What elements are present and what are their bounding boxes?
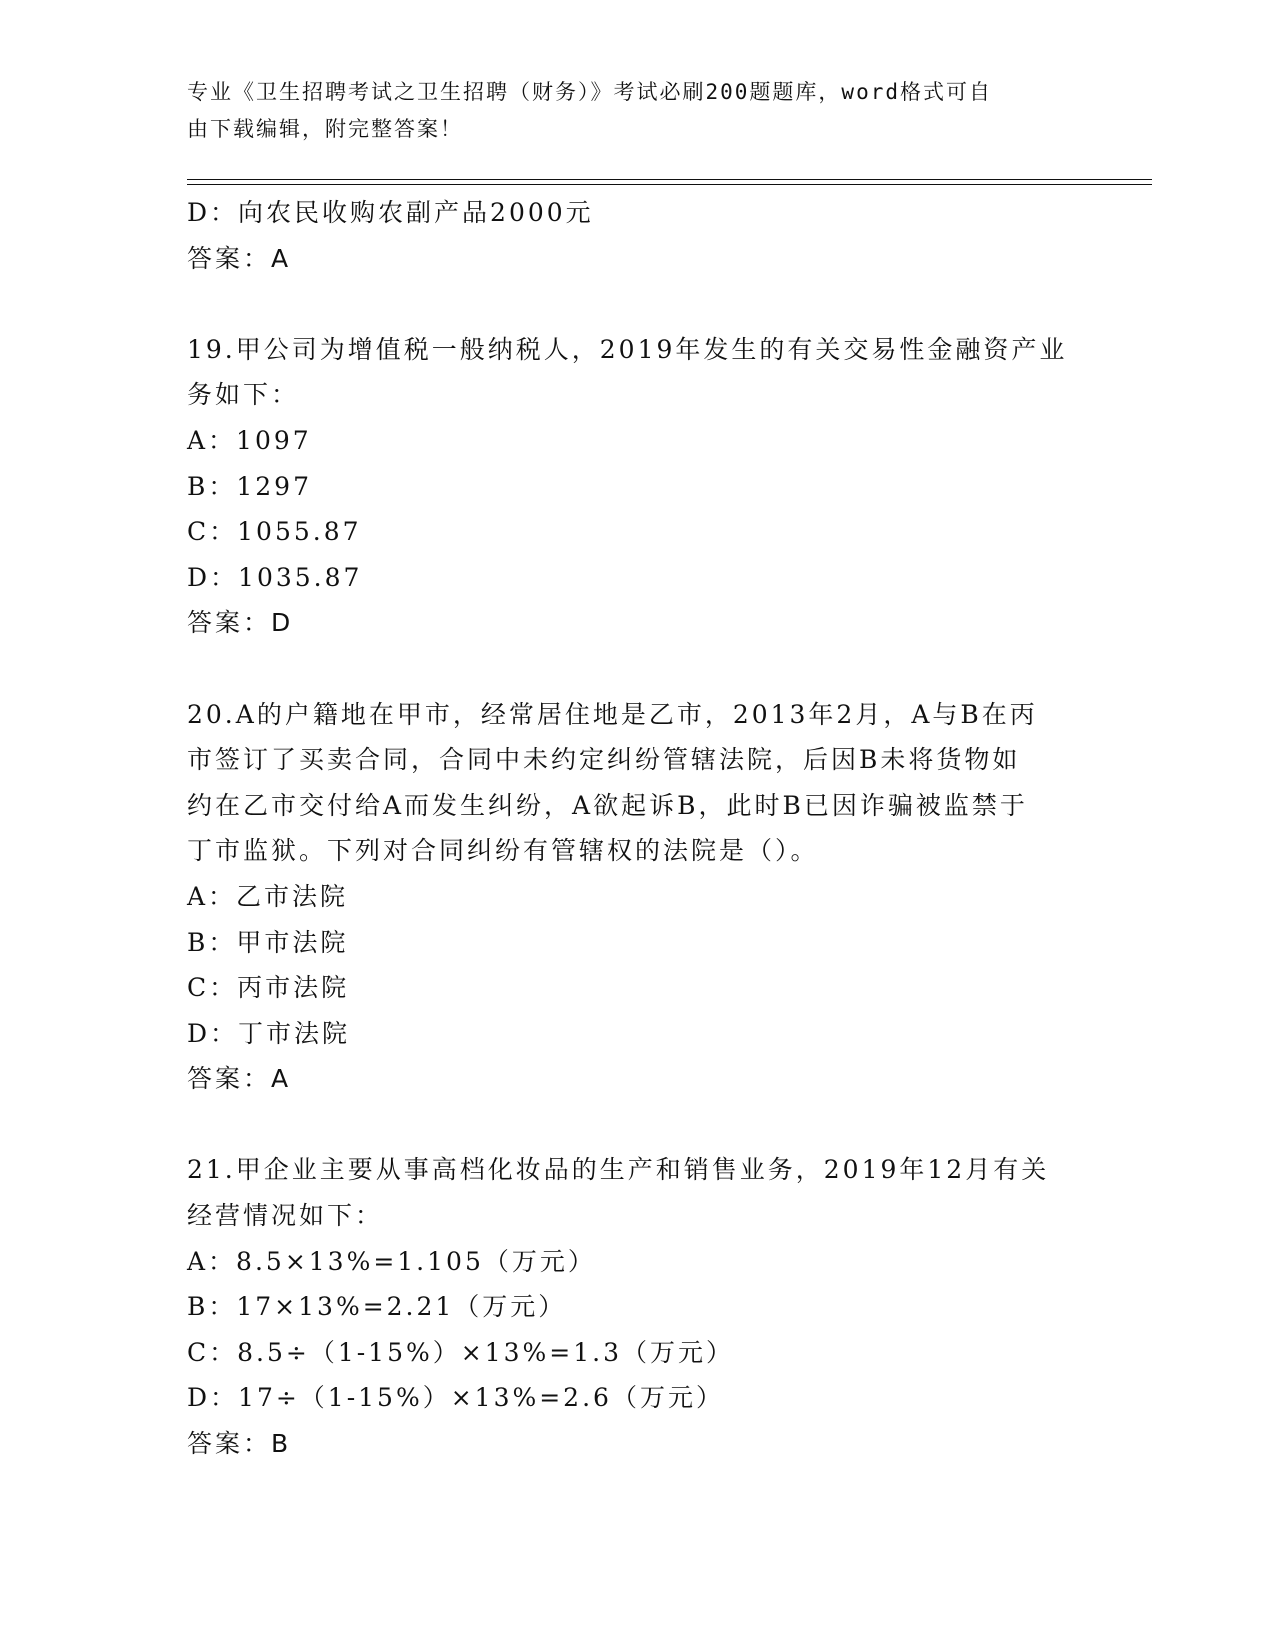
answer-line: 答案：B [187, 1429, 292, 1459]
document-header [187, 74, 1067, 148]
header-line-2: 由下载编辑，附完整答案！ [187, 117, 463, 141]
question-text-line: 19.甲公司为增值税一般纳税人，2019年发生的有关交易性金融资产业 [187, 334, 1068, 364]
option-a: A：8.5×13%=1.105（万元） [187, 1246, 596, 1276]
option-c: C：1055.87 [187, 517, 362, 547]
option-c: C：8.5÷（1-15%）×13%=1.3（万元） [187, 1337, 734, 1367]
option-b: B：甲市法院 [187, 927, 349, 957]
header-divider-bottom [187, 184, 1152, 185]
question-text-line: 约在乙市交付给A而发生纠纷，A欲起诉B，此时B已因诈骗被监禁于 [187, 790, 1028, 820]
question-text-line: 20.A的户籍地在甲市，经常居住地是乙市，2013年2月，A与B在丙 [187, 699, 1038, 729]
spacer [187, 281, 1087, 327]
option-d: D：1035.87 [187, 562, 363, 592]
option-a: A：1097 [187, 425, 312, 455]
option-c: C：丙市法院 [187, 973, 350, 1003]
question-text-line: 经营情况如下： [187, 1201, 384, 1231]
previous-question-tail [187, 190, 1087, 281]
question-text-line: 丁市监狱。下列对合同纠纷有管辖权的法院是（）。 [187, 836, 819, 866]
spacer [187, 1102, 1087, 1148]
question-21 [187, 1147, 1087, 1466]
spacer [187, 646, 1087, 692]
header-line-1: 专业《卫生招聘考试之卫生招聘（财务）》考试必刷200题题库，word格式可自 [187, 80, 992, 104]
question-20 [187, 692, 1087, 1102]
question-text-line: 务如下： [187, 380, 300, 410]
option-d: D：17÷（1-15%）×13%=2.6（万元） [187, 1383, 724, 1413]
document-body [187, 190, 1087, 1467]
option-a: A：乙市法院 [187, 881, 349, 911]
option-d: D：丁市法院 [187, 1018, 351, 1048]
question-text-line: 市签订了买卖合同，合同中未约定纠纷管辖法院，后因B未将货物如 [187, 745, 1021, 775]
answer-line: 答案：A [187, 1064, 292, 1094]
header-divider-top [187, 179, 1152, 180]
option-b: B：17×13%=2.21（万元） [187, 1292, 567, 1322]
question-19 [187, 327, 1087, 646]
option-d: D：向农民收购农副产品2000元 [187, 198, 594, 227]
question-text-line: 21.甲企业主要从事高档化妆品的生产和销售业务，2019年12月有关 [187, 1155, 1050, 1185]
answer-line: 答案：D [187, 608, 294, 638]
option-b: B：1297 [187, 471, 312, 501]
answer-line: 答案：A [187, 243, 292, 273]
